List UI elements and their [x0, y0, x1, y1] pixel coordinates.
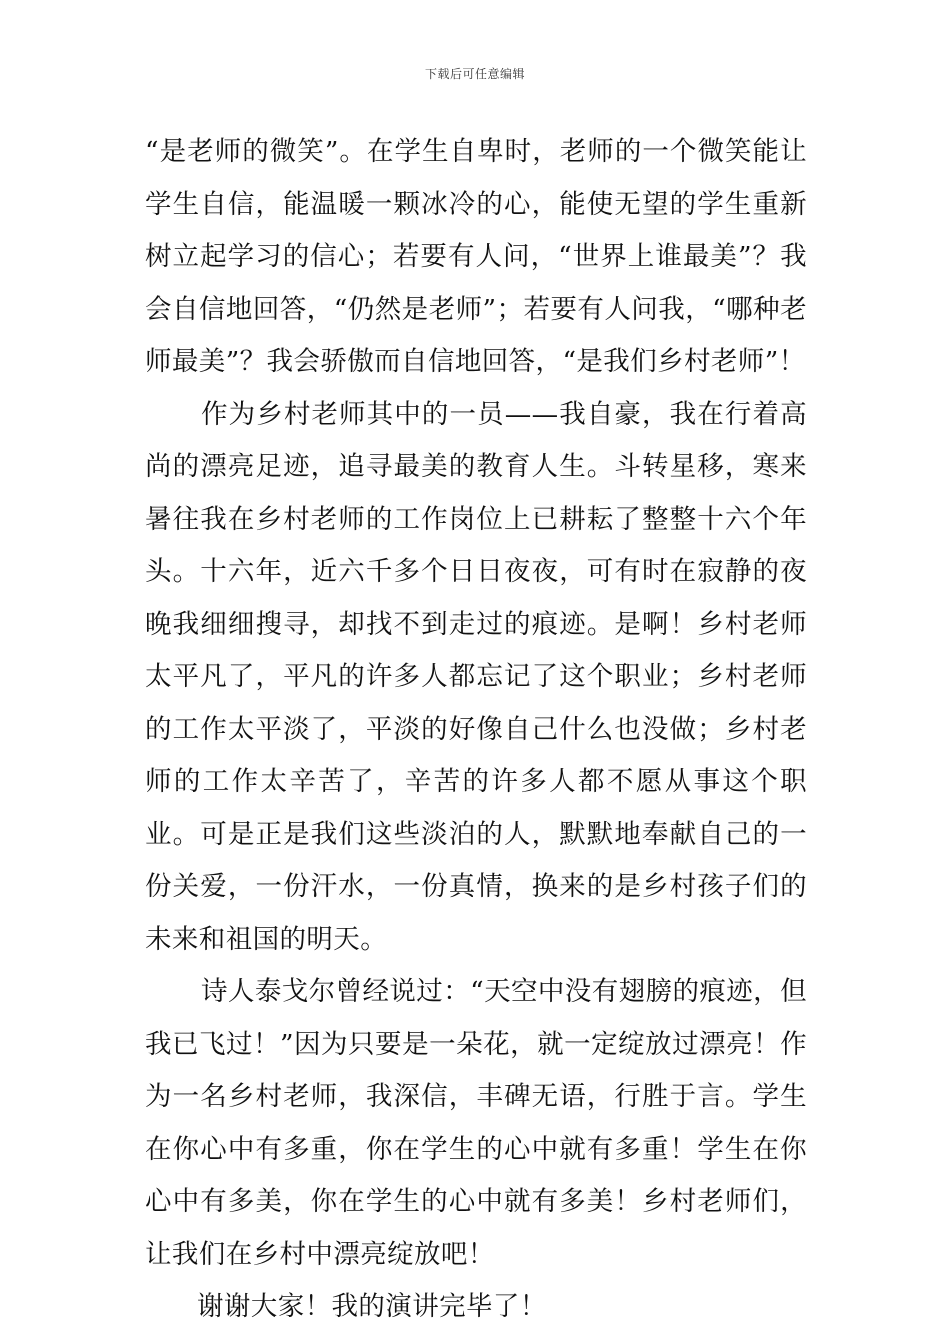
paragraph-3: 诗人泰戈尔曾经说过：“天空中没有翅膀的痕迹，但我已飞过！”因为只要是一朵花，就一定绽放过漂亮！作为一名乡村老师，我深信，丰碑无语，行胜于言。学生在你心中有多重，你在学生的心中就有多重！学生在你心中有多美，你在学生的心中就有多美！乡村老师们，让我们在乡村中漂亮绽放吧！	[145, 976, 807, 1270]
page-header-note: 下载后可任意编辑	[424, 67, 525, 81]
speech-body	[145, 126, 807, 1334]
paragraph-1: “是老师的微笑”。在学生自卑时，老师的一个微笑能让学生自信，能温暖一颗冰冷的心，能使无望的学生重新树立起学习的信心；若要有人问，“世界上谁最美”？我会自信地回答，“仍然是老师”；若要有人问我，“哪种老师最美”？我会骄傲而自信地回答，“是我们乡村老师”！	[145, 136, 807, 377]
paragraph-closing: 谢谢大家！我的演讲完毕了！	[197, 1291, 547, 1322]
paragraph-2: 作为乡村老师其中的一员——我自豪，我在行着高尚的漂亮足迹，追寻最美的教育人生。斗转星移，寒来暑往我在乡村老师的工作岗位上已耕耘了整整十六个年头。十六年，近六千多个日日夜夜，可有时在寂静的夜晚我细细搜寻，却找不到走过的痕迹。是啊！乡村老师太平凡了，平凡的许多人都忘记了这个职业；乡村老师的工作太平淡了，平淡的好像自己什么也没做；乡村老师的工作太辛苦了，辛苦的许多人都不愿从事这个职业。可是正是我们这些淡泊的人，默默地奉献自己的一份关爱，一份汗水，一份真情，换来的是乡村孩子们的未来和祖国的明天。	[145, 398, 807, 955]
